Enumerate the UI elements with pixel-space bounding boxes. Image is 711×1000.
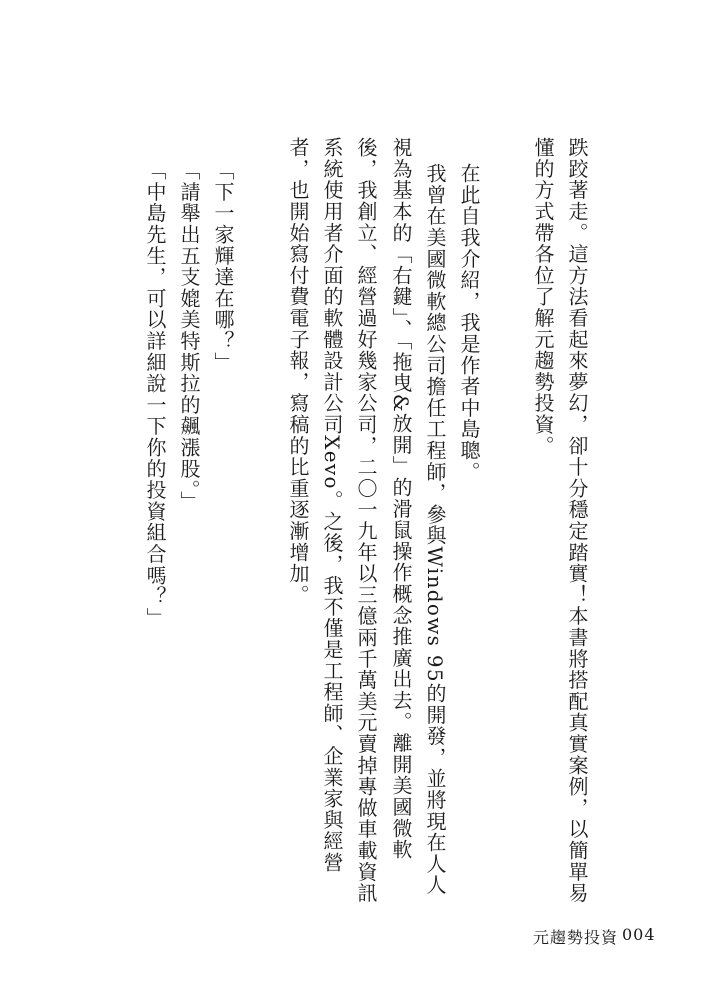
text-column-5: 視為基本的「右鍵」、「拖曳&放開」的滑鼠操作概念推廣出去。離開美國微軟 <box>389 137 413 861</box>
text-column-intro: 在此自我介紹，我是作者中島聰。 <box>457 163 481 483</box>
running-footer-title: 元趨勢投資 <box>533 928 619 947</box>
text-column-2: 懂的方式帶各位了解元趨勢投資。 <box>531 137 555 457</box>
quote-column-2: 「請舉出五支媲美特斯拉的飆漲股。」 <box>177 160 201 513</box>
page-number: 004 <box>622 925 656 944</box>
quote-column-1: 「下一家輝達在哪？」 <box>211 160 235 373</box>
text-column-1: 跌跤著走。這方法看起來夢幻，卻十分穩定踏實！本書將搭配真實案例，以簡單易 <box>565 137 589 904</box>
quote-column-3: 「中島先生，可以詳細說一下你的投資組合嗎？」 <box>143 160 167 629</box>
text-column-8: 者，也開始寫付費電子報，寫稿的比重逐漸增加。 <box>286 137 310 606</box>
text-column-7: 系統使用者介面的軟體設計公司Xevo。之後，我不僅是工程師、企業家與經營 <box>320 137 344 874</box>
text-column-6: 後，我創立、經營過好幾家公司，二〇一九年以三億兩千萬美元賣掉專做車載資訊 <box>354 137 378 904</box>
text-column-4: 我曾在美國微軟總公司擔任工程師，參與Windows 95的開發，並將現在人人 <box>423 163 447 896</box>
